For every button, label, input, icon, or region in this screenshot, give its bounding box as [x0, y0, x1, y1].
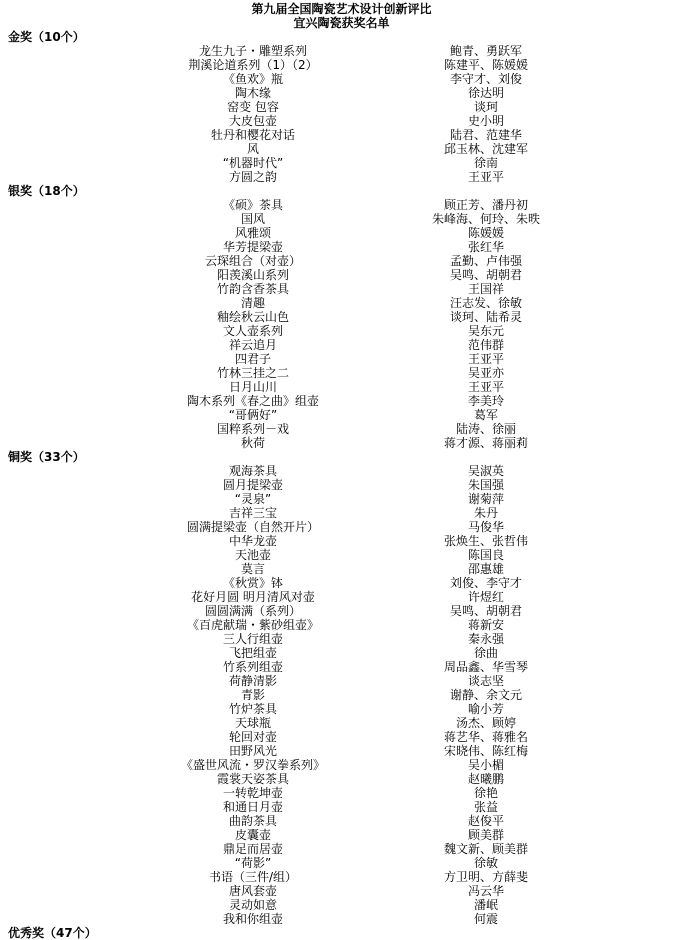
- award-row: [0, 156, 683, 170]
- work-title: 清趣: [240, 296, 265, 310]
- award-row: [0, 296, 683, 310]
- award-row: [0, 884, 683, 898]
- work-title: 《秋赏》钵: [222, 576, 283, 590]
- work-title: 飞把组壶: [228, 646, 277, 660]
- award-row: [0, 394, 683, 408]
- title-line-1: 第九届全国陶瓷艺术设计创新评比: [251, 2, 432, 16]
- award-row: [0, 422, 683, 436]
- award-row: [0, 786, 683, 800]
- author-names: 王亚平: [467, 380, 504, 394]
- work-title: 荆溪论道系列（1）（2）: [188, 58, 318, 72]
- award-row: [0, 58, 683, 72]
- author-names: 陈建平、陈媛媛: [443, 58, 528, 72]
- work-title: 秋荷: [240, 436, 265, 450]
- work-title: 国风: [240, 212, 265, 226]
- work-title: 青影: [240, 688, 265, 702]
- work-title: 书语（三件/组）: [208, 870, 298, 884]
- author-names: 张红华: [467, 240, 504, 254]
- award-row: [0, 366, 683, 380]
- work-title: 唐风套壶: [228, 884, 277, 898]
- award-row: [0, 758, 683, 772]
- award-rows: [0, 464, 683, 926]
- work-title: 牡丹和樱花对话: [210, 128, 295, 142]
- work-title: 四君子: [234, 352, 271, 366]
- work-title: 和通日月壶: [222, 800, 283, 814]
- author-names: 吴鸣、胡朝君: [449, 268, 522, 282]
- award-row: [0, 310, 683, 324]
- author-names: 谈珂: [473, 100, 498, 114]
- award-row: [0, 324, 683, 338]
- work-title: 国粹系列－戏: [216, 422, 289, 436]
- author-names: 汪志发、徐敏: [449, 296, 522, 310]
- author-names: 蒋新安: [467, 618, 504, 632]
- author-names: 顾正芳、潘丹初: [443, 198, 528, 212]
- award-rows: [0, 44, 683, 184]
- award-row: [0, 408, 683, 422]
- award-row: [0, 492, 683, 506]
- work-title: 祥云追月: [228, 338, 277, 352]
- author-names: 顾美群: [467, 828, 504, 842]
- award-row: [0, 464, 683, 478]
- work-title: 华芳提梁壶: [222, 240, 283, 254]
- work-title: 风雅颂: [234, 226, 271, 240]
- author-names: 周品鑫、华雪琴: [443, 660, 528, 674]
- author-names: 吴亚亦: [467, 366, 504, 380]
- author-names: 吴鸣、胡朝君: [449, 604, 522, 618]
- author-names: 方卫明、方薛斐: [443, 870, 528, 884]
- award-row: [0, 170, 683, 184]
- author-names: 许煜红: [467, 590, 504, 604]
- award-row: [0, 338, 683, 352]
- author-names: 谈珂、陆希灵: [449, 310, 522, 324]
- title-line-2: 宜兴陶瓷获奖名单: [293, 16, 390, 30]
- work-title: 陶木缘: [234, 86, 271, 100]
- author-names: 刘俊、李守才: [449, 576, 522, 590]
- work-title: 天球瓶: [234, 716, 271, 730]
- author-names: 李美玲: [467, 394, 504, 408]
- work-title: 云琛组合（对壶）: [204, 254, 301, 268]
- work-title: 阳羡溪山系列: [216, 268, 289, 282]
- author-names: 吴东元: [467, 324, 504, 338]
- award-row: [0, 828, 683, 842]
- author-names: 蒋才源、蒋丽莉: [443, 436, 528, 450]
- award-row: [0, 870, 683, 884]
- work-title: 《鱼欢》瓶: [222, 72, 283, 86]
- work-title: 三人行组壶: [222, 632, 283, 646]
- award-row: [0, 198, 683, 212]
- author-names: 马俊华: [467, 520, 504, 534]
- author-names: 范伟群: [467, 338, 504, 352]
- work-title: 竹炉茶具: [228, 702, 277, 716]
- award-row: [0, 478, 683, 492]
- work-title: 大皮包壶: [228, 114, 277, 128]
- award-row: [0, 632, 683, 646]
- work-title: 《硕》茶具: [222, 198, 283, 212]
- award-row: [0, 800, 683, 814]
- work-title: 圆满提梁壶（自然开片）: [186, 520, 319, 534]
- award-row: [0, 604, 683, 618]
- author-names: 谈志坚: [467, 674, 504, 688]
- award-row: [0, 730, 683, 744]
- author-names: 王亚平: [467, 170, 504, 184]
- award-row: [0, 226, 683, 240]
- author-names: 朱丹: [473, 506, 498, 520]
- award-row: [0, 688, 683, 702]
- work-title: 竹系列组壶: [222, 660, 283, 674]
- work-title: 观海茶具: [228, 464, 277, 478]
- author-names: 冯云华: [467, 884, 504, 898]
- work-title: 龙生九子・雕塑系列: [198, 44, 307, 58]
- award-row: [0, 814, 683, 828]
- award-row: [0, 562, 683, 576]
- author-names: 徐曲: [473, 646, 498, 660]
- award-row: [0, 128, 683, 142]
- award-row: [0, 744, 683, 758]
- author-names: 吴淑英: [467, 464, 504, 478]
- work-title: 灵动如意: [228, 898, 277, 912]
- work-title: 方圆之韵: [228, 170, 277, 184]
- award-row: [0, 842, 683, 856]
- award-row: [0, 660, 683, 674]
- section-heading: 银奖（18个）: [8, 184, 85, 198]
- award-row: [0, 114, 683, 128]
- work-title: 文人壶系列: [222, 324, 283, 338]
- author-names: 朱国强: [467, 478, 504, 492]
- award-row: [0, 282, 683, 296]
- award-row: [0, 772, 683, 786]
- award-row: [0, 716, 683, 730]
- award-row: [0, 674, 683, 688]
- work-title: 天池壶: [234, 548, 271, 562]
- work-title: 圆圆满满（系列）: [204, 604, 301, 618]
- award-row: [0, 702, 683, 716]
- award-row: [0, 254, 683, 268]
- author-names: 鲍青、勇跃军: [449, 44, 522, 58]
- work-title: 竹韵含香茶具: [216, 282, 289, 296]
- author-names: 邱玉林、沈建军: [443, 142, 528, 156]
- author-names: 潘岷: [473, 898, 498, 912]
- author-names: 王国祥: [467, 282, 504, 296]
- author-names: 谢菊萍: [467, 492, 504, 506]
- award-row: [0, 100, 683, 114]
- author-names: 邵惠雄: [467, 562, 504, 576]
- award-row: [0, 142, 683, 156]
- author-names: 赵曦鹏: [467, 772, 504, 786]
- work-title: “机器时代”: [222, 156, 284, 170]
- award-row: [0, 268, 683, 282]
- award-row: [0, 898, 683, 912]
- work-title: 曲韵茶具: [228, 814, 277, 828]
- author-names: 朱峰海、何玲、朱昳: [431, 212, 540, 226]
- author-names: 魏文新、顾美群: [443, 842, 528, 856]
- award-row: [0, 436, 683, 450]
- author-names: 徐达明: [467, 86, 504, 100]
- work-title: 皮囊壶: [234, 828, 271, 842]
- award-row: [0, 912, 683, 926]
- author-names: 王亚平: [467, 352, 504, 366]
- award-row: [0, 646, 683, 660]
- author-names: 葛军: [473, 408, 498, 422]
- award-row: [0, 856, 683, 870]
- section-heading: 金奖（10个）: [8, 30, 85, 44]
- work-title: 荷静清影: [228, 674, 277, 688]
- author-names: 徐敏: [473, 856, 498, 870]
- work-title: 我和你组壶: [222, 912, 283, 926]
- author-names: 徐南: [473, 156, 498, 170]
- award-rows: [0, 198, 683, 450]
- work-title: 《盛世风流・罗汉拳系列》: [180, 758, 325, 772]
- award-row: [0, 618, 683, 632]
- award-row: [0, 534, 683, 548]
- work-title: 莫言: [240, 562, 265, 576]
- work-title: 《百虎献瑞・紫砂组壶》: [186, 618, 319, 632]
- work-title: 窑变 包容: [227, 100, 279, 114]
- award-row: [0, 86, 683, 100]
- award-row: [0, 212, 683, 226]
- author-names: 陆涛、徐丽: [455, 422, 516, 436]
- work-title: 霞裳天姿茶具: [216, 772, 289, 786]
- work-title: 轮回对壶: [228, 730, 277, 744]
- award-row: [0, 590, 683, 604]
- author-names: 秦永强: [467, 632, 504, 646]
- author-names: 李守才、刘俊: [449, 72, 522, 86]
- author-names: 汤杰、顾婷: [455, 716, 516, 730]
- work-title: 日月山川: [228, 380, 277, 394]
- work-title: 竹林三挂之二: [216, 366, 289, 380]
- author-names: 张焕生、张哲伟: [443, 534, 528, 548]
- work-title: 鼎足而居壶: [222, 842, 283, 856]
- work-title: 花好月圆 明月清风对壶: [191, 590, 315, 604]
- award-row: [0, 44, 683, 58]
- work-title: 釉绘秋云山色: [216, 310, 289, 324]
- award-row: [0, 506, 683, 520]
- award-row: [0, 548, 683, 562]
- award-row: [0, 576, 683, 590]
- work-title: 中华龙壶: [228, 534, 277, 548]
- author-names: 喻小芳: [467, 702, 504, 716]
- work-title: “灵泉”: [234, 492, 272, 506]
- author-names: 陈国良: [467, 548, 504, 562]
- work-title: “荷影”: [234, 856, 272, 870]
- author-names: 陈媛媛: [467, 226, 504, 240]
- work-title: 一转乾坤壶: [222, 786, 283, 800]
- author-names: 陆君、范建华: [449, 128, 522, 142]
- award-row: [0, 240, 683, 254]
- author-names: 宋晓伟、陈红梅: [443, 744, 528, 758]
- award-row: [0, 72, 683, 86]
- author-names: 何震: [473, 912, 498, 926]
- work-title: 吉祥三宝: [228, 506, 277, 520]
- author-names: 张益: [473, 800, 498, 814]
- author-names: 孟勤、卢伟强: [449, 254, 522, 268]
- work-title: “哥俩好”: [228, 408, 278, 422]
- section-heading: 铜奖（33个）: [8, 450, 85, 464]
- work-title: 陶木系列《春之曲》组壶: [186, 394, 319, 408]
- work-title: 田野风光: [228, 744, 277, 758]
- author-names: 吴小楣: [467, 758, 504, 772]
- section-heading: 优秀奖（47个）: [8, 926, 97, 940]
- author-names: 徐艳: [473, 786, 498, 800]
- award-row: [0, 352, 683, 366]
- author-names: 蒋艺华、蒋雅名: [443, 730, 528, 744]
- author-names: 赵俊平: [467, 814, 504, 828]
- author-names: 史小明: [467, 114, 504, 128]
- work-title: 圆月提梁壶: [222, 478, 283, 492]
- work-title: 风: [246, 142, 259, 156]
- award-row: [0, 520, 683, 534]
- award-row: [0, 380, 683, 394]
- author-names: 谢静、余文元: [449, 688, 522, 702]
